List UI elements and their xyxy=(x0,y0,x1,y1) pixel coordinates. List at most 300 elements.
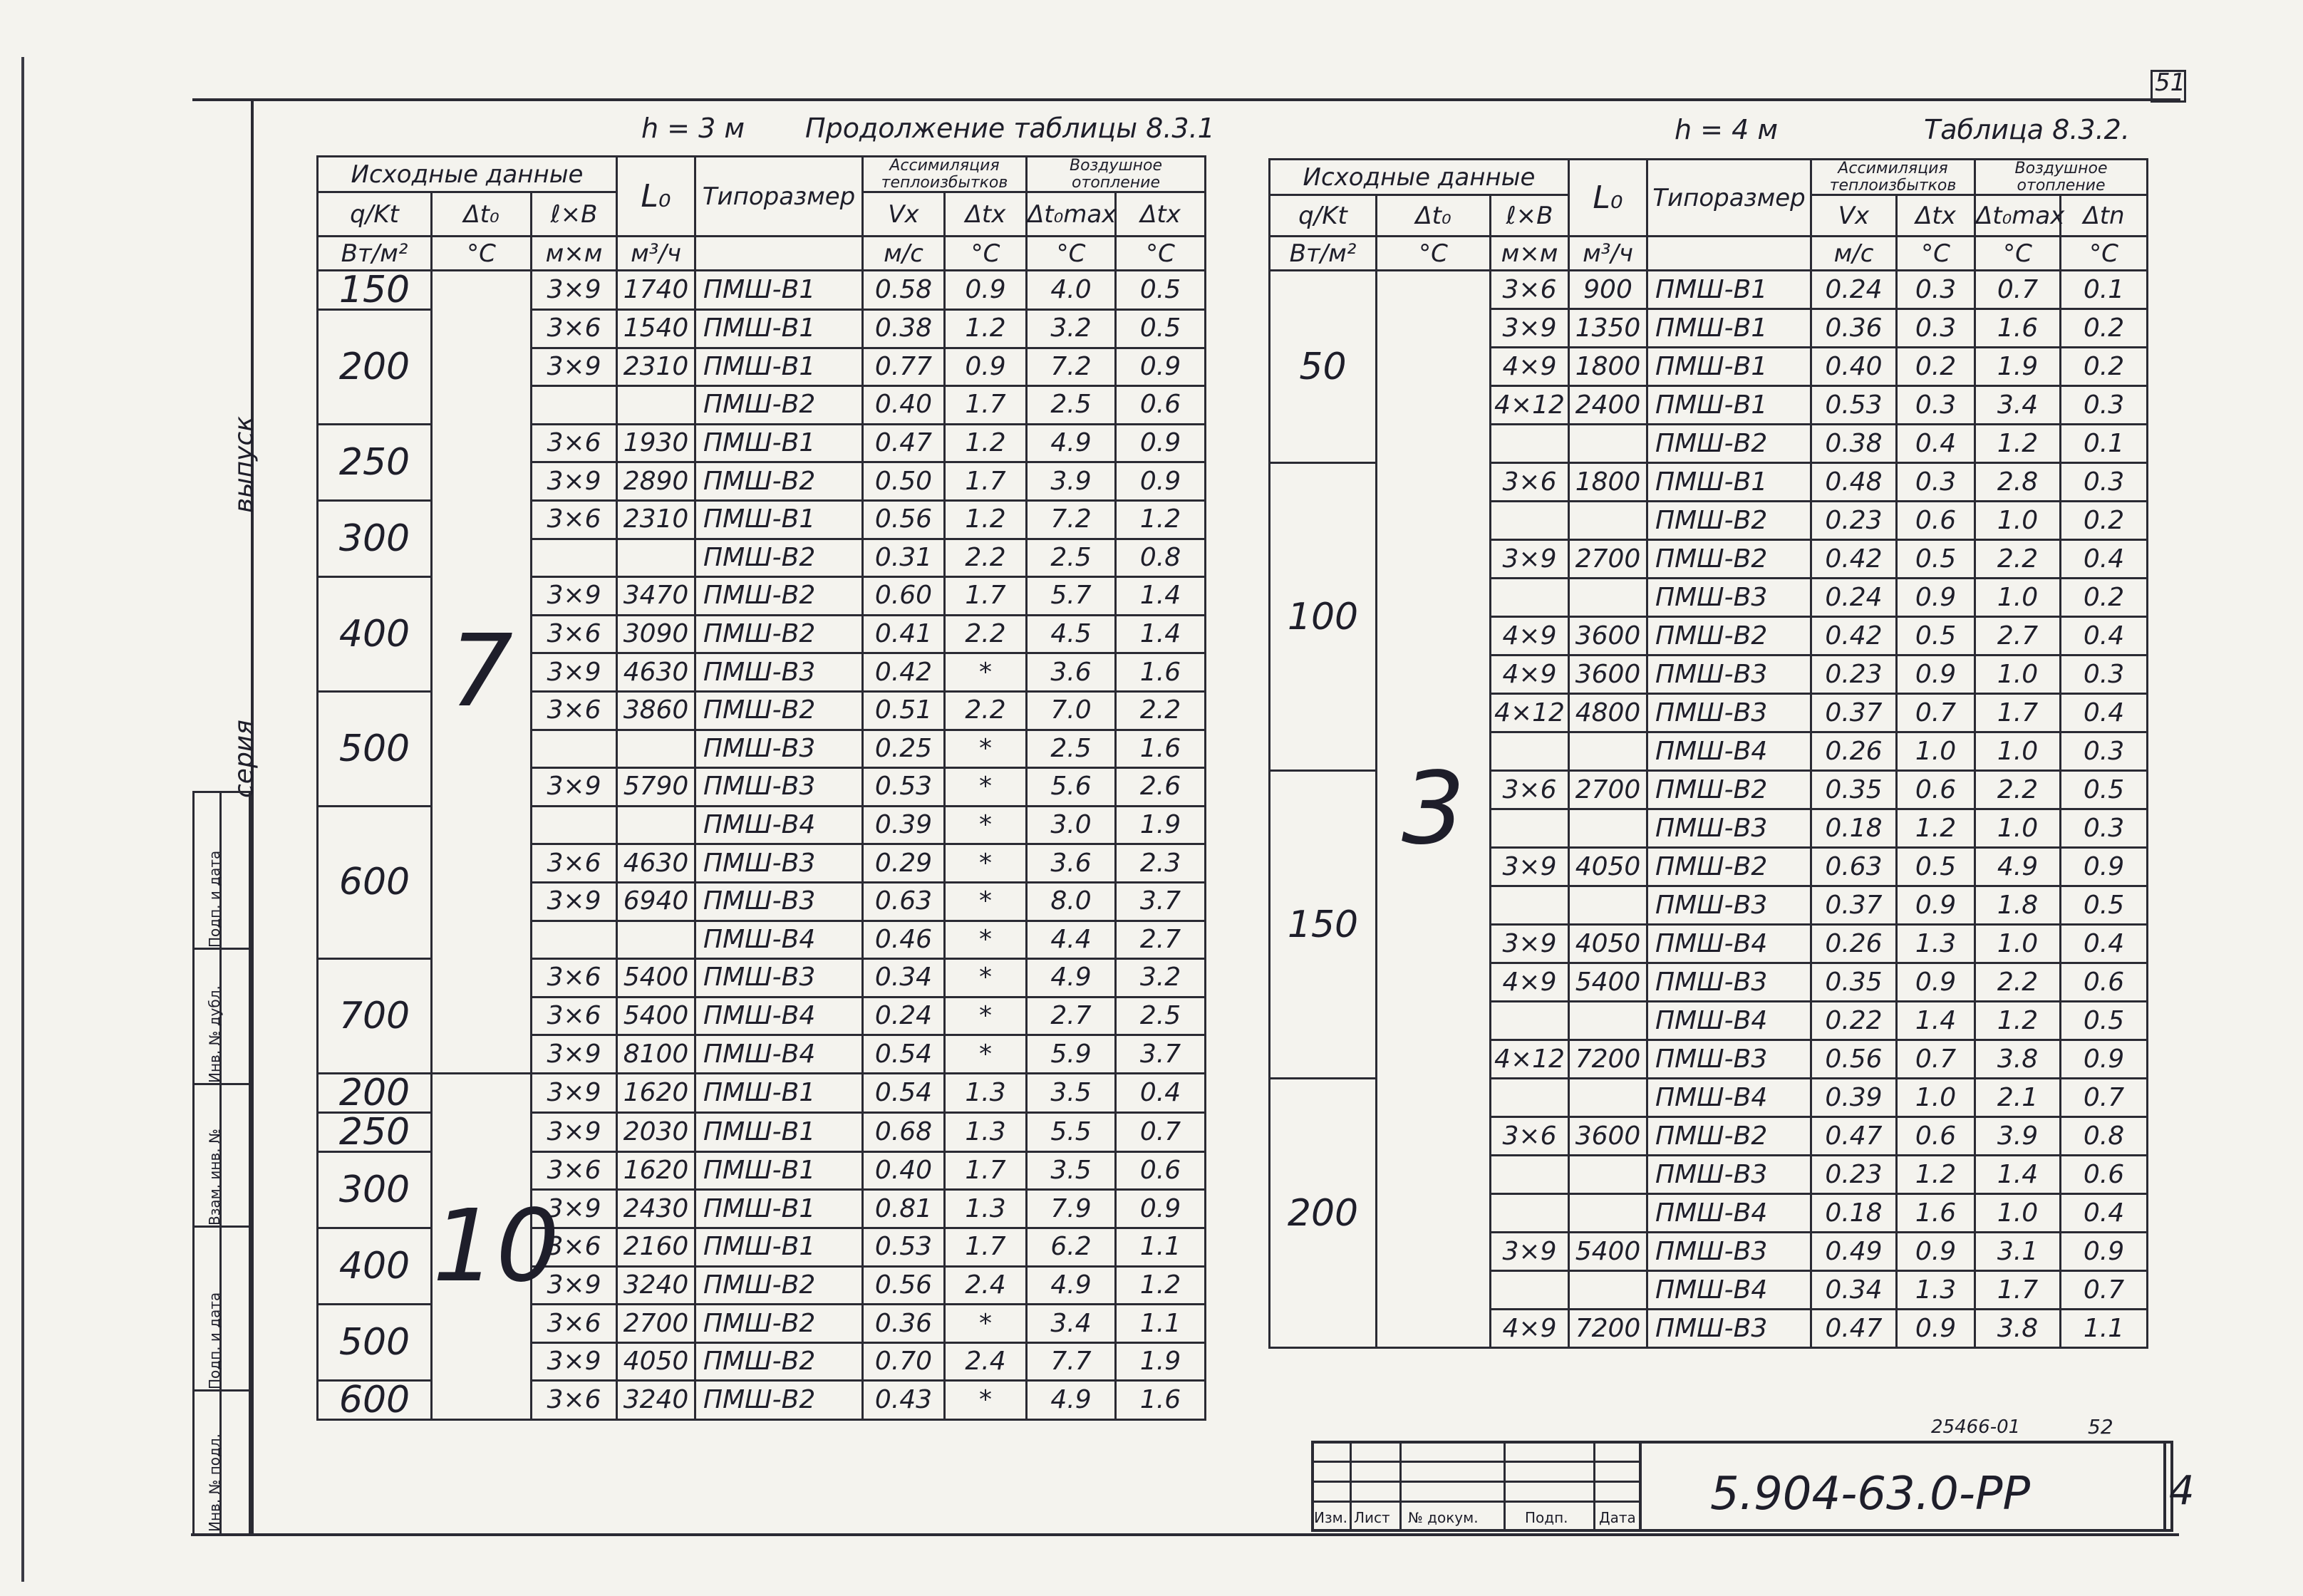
dto-max-cell: 7.7 xyxy=(1027,1342,1116,1381)
hdr-dtx: Δtx xyxy=(945,192,1027,237)
dto-max-cell: 4.9 xyxy=(1027,424,1116,462)
vx-cell: 0.53 xyxy=(1811,386,1897,425)
right-caption: Таблица 8.3.2. xyxy=(1924,114,2130,145)
label-vypusk: выпуск xyxy=(229,415,259,513)
unit-cell: Вт/м² xyxy=(318,237,432,271)
type-cell: ПМШ-В1 xyxy=(695,348,863,386)
dt-air-cell: 1.1 xyxy=(2061,1310,2148,1348)
type-cell: ПМШ-В1 xyxy=(695,1073,863,1112)
dt-air-cell: 3.2 xyxy=(1116,959,1206,998)
dto-max-cell: 1.2 xyxy=(1975,425,2061,463)
dto-max-cell: 1.2 xyxy=(1975,1002,2061,1040)
type-cell: ПМШ-В1 xyxy=(695,1228,863,1267)
type-cell: ПМШ-В2 xyxy=(695,1305,863,1343)
airflow-cell: 2310 xyxy=(617,348,695,386)
airflow-cell: 2700 xyxy=(1569,771,1647,809)
dt-air-cell: 0.6 xyxy=(2061,1156,2148,1194)
q-value-cell: 200 xyxy=(318,310,432,425)
dtx-cell: 1.7 xyxy=(945,577,1027,616)
type-cell: ПМШ-В4 xyxy=(695,806,863,844)
size-cell xyxy=(1491,425,1569,463)
dt-air-cell: 1.4 xyxy=(1116,615,1206,653)
dto-max-cell: 2.7 xyxy=(1027,997,1116,1035)
dtx-cell: 1.2 xyxy=(1897,809,1975,848)
type-cell: ПМШ-В3 xyxy=(1647,579,1811,617)
type-cell: ПМШ-В2 xyxy=(695,462,863,501)
size-cell xyxy=(532,539,617,577)
hdr-source-data: Исходные данные xyxy=(318,157,617,192)
unit-cell: м/с xyxy=(1811,237,1897,271)
dto-max-cell: 4.4 xyxy=(1027,921,1116,959)
hdr-air: Воздушное отопление xyxy=(1975,160,2148,195)
dtx-cell: 1.2 xyxy=(945,424,1027,462)
vx-cell: 0.24 xyxy=(863,997,945,1035)
type-cell: ПМШ-В1 xyxy=(695,424,863,462)
dto-max-cell: 3.1 xyxy=(1975,1233,2061,1271)
hdr-dtn: Δtn xyxy=(2061,195,2148,237)
airflow-cell: 1620 xyxy=(617,1073,695,1112)
type-cell: ПМШ-В4 xyxy=(1647,1079,1811,1117)
dto-max-cell: 1.0 xyxy=(1975,656,2061,694)
type-cell: ПМШ-В2 xyxy=(695,1266,863,1305)
dtx-cell: * xyxy=(945,806,1027,844)
dto-max-cell: 2.5 xyxy=(1027,386,1116,425)
airflow-cell xyxy=(1569,425,1647,463)
type-cell: ПМШ-В3 xyxy=(1647,1040,1811,1079)
type-cell: ПМШ-В3 xyxy=(695,844,863,883)
dto-max-cell: 2.2 xyxy=(1975,771,2061,809)
dtx-cell: * xyxy=(945,882,1027,921)
hdr-dt: Δt₀ xyxy=(1377,195,1491,237)
vx-cell: 0.56 xyxy=(863,1266,945,1305)
dtx-cell: 0.9 xyxy=(1897,886,1975,925)
bottom-border-line xyxy=(191,1533,2179,1536)
airflow-cell xyxy=(1569,502,1647,540)
tb-label-izm: Изм. xyxy=(1314,1509,1348,1526)
airflow-cell: 5400 xyxy=(617,997,695,1035)
size-cell: 3×9 xyxy=(532,1073,617,1112)
airflow-cell xyxy=(1569,1271,1647,1310)
vx-cell: 0.50 xyxy=(863,462,945,501)
size-cell: 3×9 xyxy=(532,882,617,921)
size-cell: 3×9 xyxy=(532,1190,617,1228)
label-seriya: серия xyxy=(229,720,259,798)
vx-cell: 0.40 xyxy=(863,386,945,425)
airflow-cell xyxy=(1569,809,1647,848)
airflow-cell xyxy=(1569,1156,1647,1194)
dt-air-cell: 0.9 xyxy=(2061,1233,2148,1271)
airflow-cell: 8100 xyxy=(617,1035,695,1074)
type-cell: ПМШ-В2 xyxy=(695,1342,863,1381)
airflow-cell xyxy=(617,386,695,425)
hdr-air: Воздушное отопление xyxy=(1027,157,1206,192)
size-cell: 3×9 xyxy=(1491,848,1569,886)
dto-max-cell: 2.8 xyxy=(1975,463,2061,502)
size-cell: 3×9 xyxy=(532,1035,617,1074)
q-value-cell: 250 xyxy=(318,1112,432,1151)
vx-cell: 0.23 xyxy=(1811,656,1897,694)
hdr-q: q/Kt xyxy=(318,192,432,237)
dt-air-cell: 0.6 xyxy=(1116,386,1206,425)
sheet-corner-number: 4 xyxy=(2169,1468,2195,1514)
vx-cell: 0.18 xyxy=(1811,1194,1897,1233)
size-cell: 3×6 xyxy=(532,1381,617,1420)
dtx-cell: 0.4 xyxy=(1897,425,1975,463)
hdr-type: Типоразмер xyxy=(695,157,863,237)
tb-label-list: Лист xyxy=(1354,1509,1390,1526)
dt-air-cell: 0.3 xyxy=(2061,386,2148,425)
vx-cell: 0.47 xyxy=(863,424,945,462)
type-cell: ПМШ-В2 xyxy=(695,691,863,730)
dt-air-cell: 0.4 xyxy=(2061,540,2148,579)
airflow-cell: 3090 xyxy=(617,615,695,653)
size-cell: 3×6 xyxy=(532,959,617,998)
dt-air-cell: 0.6 xyxy=(2061,963,2148,1002)
vx-cell: 0.51 xyxy=(863,691,945,730)
size-cell xyxy=(1491,502,1569,540)
vx-cell: 0.31 xyxy=(863,539,945,577)
size-cell xyxy=(1491,1194,1569,1233)
dtx-cell: 0.3 xyxy=(1897,463,1975,502)
type-cell: ПМШ-В3 xyxy=(1647,694,1811,732)
vx-cell: 0.24 xyxy=(1811,271,1897,309)
airflow-cell: 3240 xyxy=(617,1381,695,1420)
vx-cell: 0.42 xyxy=(1811,540,1897,579)
dt-air-cell: 0.4 xyxy=(2061,925,2148,963)
dt-air-cell: 2.3 xyxy=(1116,844,1206,883)
dtx-cell: 1.3 xyxy=(945,1112,1027,1151)
hdr-lb: ℓ×B xyxy=(1491,195,1569,237)
type-cell: ПМШ-В3 xyxy=(1647,809,1811,848)
q-value-cell: 600 xyxy=(318,1381,432,1420)
airflow-cell xyxy=(1569,732,1647,771)
vx-cell: 0.54 xyxy=(863,1035,945,1074)
vx-cell: 0.77 xyxy=(863,348,945,386)
size-cell: 3×6 xyxy=(532,691,617,730)
dtx-cell: 2.4 xyxy=(945,1266,1027,1305)
dtx-cell: 1.6 xyxy=(1897,1194,1975,1233)
right-table xyxy=(1268,158,2148,1349)
dt-air-cell: 0.5 xyxy=(1116,271,1206,310)
size-cell: 3×9 xyxy=(1491,1233,1569,1271)
dtx-cell: 0.2 xyxy=(1897,348,1975,386)
airflow-cell: 1540 xyxy=(617,310,695,348)
vx-cell: 0.37 xyxy=(1811,886,1897,925)
dto-max-cell: 1.0 xyxy=(1975,809,2061,848)
airflow-cell: 5400 xyxy=(617,959,695,998)
unit-cell: °C xyxy=(1975,237,2061,271)
unit-cell xyxy=(1647,237,1811,271)
dtx-cell: 1.0 xyxy=(1897,732,1975,771)
q-value-cell: 500 xyxy=(318,1305,432,1381)
vx-cell: 0.42 xyxy=(863,653,945,692)
airflow-cell: 1740 xyxy=(617,271,695,310)
dt-air-cell: 1.6 xyxy=(1116,653,1206,692)
dto-max-cell: 3.8 xyxy=(1975,1310,2061,1348)
type-cell: ПМШ-В4 xyxy=(1647,1271,1811,1310)
dtx-cell: 1.3 xyxy=(1897,925,1975,963)
dt-air-cell: 0.5 xyxy=(2061,886,2148,925)
type-cell: ПМШ-В3 xyxy=(1647,656,1811,694)
hdr-dto-max: Δt₀max xyxy=(1027,192,1116,237)
size-cell xyxy=(532,386,617,425)
dtx-cell: * xyxy=(945,653,1027,692)
type-cell: ПМШ-В3 xyxy=(695,653,863,692)
size-cell: 3×6 xyxy=(532,844,617,883)
dt-air-cell: 0.2 xyxy=(2061,348,2148,386)
tb-label-data: Дата xyxy=(1599,1509,1636,1526)
dtx-cell: 0.5 xyxy=(1897,617,1975,656)
dto-max-cell: 3.4 xyxy=(1027,1305,1116,1343)
q-value-cell: 400 xyxy=(318,577,432,692)
type-cell: ПМШ-В2 xyxy=(1647,617,1811,656)
dt-air-cell: 0.3 xyxy=(2061,656,2148,694)
dt-air-cell: 0.3 xyxy=(2061,809,2148,848)
dtx-cell: 0.3 xyxy=(1897,271,1975,309)
type-cell: ПМШ-В3 xyxy=(1647,1233,1811,1271)
dto-max-cell: 2.2 xyxy=(1975,963,2061,1002)
hdr-L: L₀ xyxy=(1569,160,1647,237)
dto-max-cell: 1.0 xyxy=(1975,1194,2061,1233)
airflow-cell: 4630 xyxy=(617,844,695,883)
dt-air-cell: 0.3 xyxy=(2061,732,2148,771)
units-row xyxy=(318,237,1206,271)
vx-cell: 0.48 xyxy=(1811,463,1897,502)
dt-air-cell: 0.4 xyxy=(2061,694,2148,732)
units-row xyxy=(1270,237,2148,271)
dt-air-cell: 0.9 xyxy=(1116,424,1206,462)
size-cell xyxy=(1491,1156,1569,1194)
airflow-cell xyxy=(617,921,695,959)
dto-max-cell: 3.9 xyxy=(1027,462,1116,501)
table-row xyxy=(318,1073,1206,1112)
type-cell: ПМШ-В4 xyxy=(695,1035,863,1074)
size-cell: 3×6 xyxy=(532,997,617,1035)
size-cell: 3×9 xyxy=(1491,540,1569,579)
type-cell: ПМШ-В3 xyxy=(695,959,863,998)
tb-label-doc: № докум. xyxy=(1408,1509,1479,1526)
dt-air-cell: 2.6 xyxy=(1116,768,1206,807)
dtx-cell: 0.9 xyxy=(1897,579,1975,617)
q-value-cell: 250 xyxy=(318,424,432,500)
dto-max-cell: 3.5 xyxy=(1027,1151,1116,1190)
airflow-cell: 7200 xyxy=(1569,1040,1647,1079)
dt-air-cell: 0.7 xyxy=(2061,1271,2148,1310)
airflow-cell: 3600 xyxy=(1569,656,1647,694)
type-cell: ПМШ-В4 xyxy=(695,921,863,959)
airflow-cell: 7200 xyxy=(1569,1310,1647,1348)
dt-value-cell: 10 xyxy=(432,1073,532,1420)
type-cell: ПМШ-В4 xyxy=(1647,1194,1811,1233)
airflow-cell: 4050 xyxy=(1569,848,1647,886)
vx-cell: 0.38 xyxy=(1811,425,1897,463)
vx-cell: 0.25 xyxy=(863,730,945,768)
type-cell: ПМШ-В1 xyxy=(695,500,863,539)
dtx-cell: 0.7 xyxy=(1897,694,1975,732)
dtx-cell: 0.9 xyxy=(1897,1233,1975,1271)
size-cell: 4×12 xyxy=(1491,1040,1569,1079)
type-cell: ПМШ-В1 xyxy=(1647,309,1811,348)
type-cell: ПМШ-В2 xyxy=(1647,848,1811,886)
unit-cell: °C xyxy=(1027,237,1116,271)
size-cell: 3×6 xyxy=(532,1305,617,1343)
vx-cell: 0.70 xyxy=(863,1342,945,1381)
dt-air-cell: 0.5 xyxy=(2061,1002,2148,1040)
dtx-cell: * xyxy=(945,997,1027,1035)
vx-cell: 0.63 xyxy=(863,882,945,921)
vx-cell: 0.53 xyxy=(863,768,945,807)
dto-max-cell: 4.9 xyxy=(1027,1381,1116,1420)
dto-max-cell: 4.0 xyxy=(1027,271,1116,310)
type-cell: ПМШ-В4 xyxy=(1647,732,1811,771)
size-cell: 3×6 xyxy=(1491,1117,1569,1156)
dto-max-cell: 1.9 xyxy=(1975,348,2061,386)
size-cell xyxy=(1491,1079,1569,1117)
dt-air-cell: 2.2 xyxy=(1116,691,1206,730)
dtx-cell: 2.4 xyxy=(945,1342,1027,1381)
type-cell: ПМШ-В3 xyxy=(695,882,863,921)
dto-max-cell: 3.2 xyxy=(1027,310,1116,348)
unit-cell: м/с xyxy=(863,237,945,271)
vx-cell: 0.40 xyxy=(1811,348,1897,386)
dto-max-cell: 1.0 xyxy=(1975,502,2061,540)
vx-cell: 0.23 xyxy=(1811,1156,1897,1194)
size-cell xyxy=(1491,1002,1569,1040)
dto-max-cell: 2.7 xyxy=(1975,617,2061,656)
size-cell xyxy=(1491,809,1569,848)
dtx-cell: 0.6 xyxy=(1897,771,1975,809)
dto-max-cell: 1.0 xyxy=(1975,732,2061,771)
type-cell: ПМШ-В2 xyxy=(695,615,863,653)
dt-value-cell: 3 xyxy=(1377,271,1491,1348)
vx-cell: 0.49 xyxy=(1811,1233,1897,1271)
airflow-cell: 1930 xyxy=(617,424,695,462)
unit-cell: Вт/м² xyxy=(1270,237,1377,271)
dtx-cell: 2.2 xyxy=(945,615,1027,653)
airflow-cell: 1800 xyxy=(1569,463,1647,502)
dt-air-cell: 0.6 xyxy=(1116,1151,1206,1190)
airflow-cell xyxy=(1569,886,1647,925)
dtx-cell: 0.9 xyxy=(945,348,1027,386)
dtx-cell: * xyxy=(945,921,1027,959)
stamp-inv-dubl: Инв. № дубл. xyxy=(206,985,223,1083)
type-cell: ПМШ-В1 xyxy=(1647,386,1811,425)
type-cell: ПМШ-В4 xyxy=(695,997,863,1035)
airflow-cell: 3470 xyxy=(617,577,695,616)
dto-max-cell: 4.9 xyxy=(1975,848,2061,886)
q-value-cell: 150 xyxy=(1270,771,1377,1079)
dtx-cell: * xyxy=(945,844,1027,883)
unit-cell: °C xyxy=(1897,237,1975,271)
type-cell: ПМШ-В2 xyxy=(1647,540,1811,579)
dtx-cell: 1.0 xyxy=(1897,1079,1975,1117)
type-cell: ПМШ-В1 xyxy=(695,1190,863,1228)
airflow-cell: 4050 xyxy=(1569,925,1647,963)
type-cell: ПМШ-В3 xyxy=(1647,1310,1811,1348)
dt-air-cell: 0.8 xyxy=(2061,1117,2148,1156)
type-cell: ПМШ-В4 xyxy=(1647,1002,1811,1040)
type-cell: ПМШ-В2 xyxy=(1647,502,1811,540)
dtx-cell: * xyxy=(945,1381,1027,1420)
dto-max-cell: 7.0 xyxy=(1027,691,1116,730)
vx-cell: 0.23 xyxy=(1811,502,1897,540)
dto-max-cell: 5.7 xyxy=(1027,577,1116,616)
dtx-cell: * xyxy=(945,1305,1027,1343)
type-cell: ПМШ-В2 xyxy=(1647,1117,1811,1156)
size-cell xyxy=(532,806,617,844)
airflow-cell: 1620 xyxy=(617,1151,695,1190)
vx-cell: 0.68 xyxy=(863,1112,945,1151)
size-cell: 3×6 xyxy=(532,424,617,462)
dt-air-cell: 0.5 xyxy=(2061,771,2148,809)
hdr-q: q/Kt xyxy=(1270,195,1377,237)
table-row xyxy=(1270,271,2148,309)
dtx-cell: 1.7 xyxy=(945,1151,1027,1190)
q-value-cell: 100 xyxy=(1270,463,1377,771)
dt-air-cell: 0.4 xyxy=(2061,617,2148,656)
vx-cell: 0.37 xyxy=(1811,694,1897,732)
vx-cell: 0.56 xyxy=(1811,1040,1897,1079)
table-row xyxy=(318,271,1206,310)
vx-cell: 0.42 xyxy=(1811,617,1897,656)
dt-air-cell: 0.2 xyxy=(2061,502,2148,540)
q-value-cell: 300 xyxy=(318,1151,432,1228)
dt-air-cell: 0.4 xyxy=(1116,1073,1206,1112)
size-cell xyxy=(1491,579,1569,617)
type-cell: ПМШ-В1 xyxy=(695,271,863,310)
q-value-cell: 500 xyxy=(318,691,432,806)
airflow-cell: 3240 xyxy=(617,1266,695,1305)
type-cell: ПМШ-В3 xyxy=(1647,1156,1811,1194)
size-cell: 4×9 xyxy=(1491,1310,1569,1348)
dto-max-cell: 1.0 xyxy=(1975,579,2061,617)
dtx-cell: 1.3 xyxy=(1897,1271,1975,1310)
left-table xyxy=(316,155,1206,1421)
vx-cell: 0.43 xyxy=(863,1381,945,1420)
vx-cell: 0.47 xyxy=(1811,1310,1897,1348)
tb-label-podp: Подп. xyxy=(1525,1509,1568,1526)
dt-air-cell: 0.7 xyxy=(1116,1112,1206,1151)
stamp-podp-data-1: Подп. и дата xyxy=(206,1292,223,1389)
archive-sheet: 52 xyxy=(2088,1415,2113,1439)
dt-air-cell: 0.9 xyxy=(1116,1190,1206,1228)
vx-cell: 0.36 xyxy=(1811,309,1897,348)
dt-air-cell: 1.9 xyxy=(1116,1342,1206,1381)
size-cell: 3×9 xyxy=(1491,925,1569,963)
hdr-dto-max: Δt₀max xyxy=(1975,195,2061,237)
unit-cell xyxy=(695,237,863,271)
vx-cell: 0.63 xyxy=(1811,848,1897,886)
size-cell: 3×6 xyxy=(1491,271,1569,309)
dt-air-cell: 1.1 xyxy=(1116,1228,1206,1267)
airflow-cell: 2310 xyxy=(617,500,695,539)
size-cell xyxy=(532,730,617,768)
dtx-cell: * xyxy=(945,959,1027,998)
dtx-cell: 0.9 xyxy=(1897,656,1975,694)
size-cell: 4×9 xyxy=(1491,963,1569,1002)
vx-cell: 0.81 xyxy=(863,1190,945,1228)
airflow-cell: 6940 xyxy=(617,882,695,921)
vx-cell: 0.26 xyxy=(1811,732,1897,771)
dto-max-cell: 3.4 xyxy=(1975,386,2061,425)
left-border-line xyxy=(251,100,254,1536)
outer-left-edge xyxy=(21,57,24,1582)
dtx-cell: 1.2 xyxy=(945,310,1027,348)
q-value-cell: 600 xyxy=(318,806,432,958)
type-cell: ПМШ-В1 xyxy=(1647,463,1811,502)
dto-max-cell: 1.7 xyxy=(1975,694,2061,732)
dto-max-cell: 7.2 xyxy=(1027,348,1116,386)
